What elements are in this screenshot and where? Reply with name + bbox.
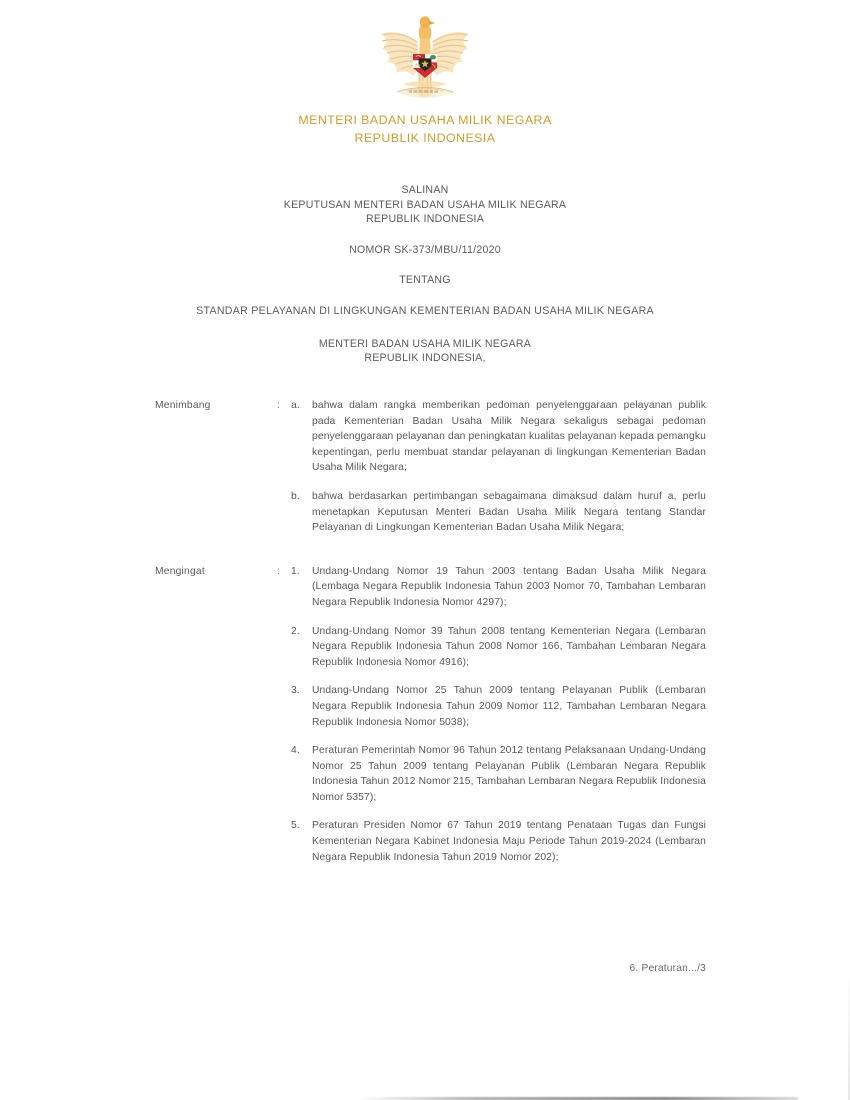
item-text: Undang-Undang Nomor 39 Tahun 2008 tentang Kementerian Negara (Lembaran Negara Republik Indonesia Tahun 2008 Nomor 166, Tambahan Lembaran Negara Republik Indonesia Nomor 4916); <box>312 625 706 668</box>
decree-subject: STANDAR PELAYANAN DI LINGKUNGAN KEMENTERIAN BADAN USAHA MILIK NEGARA <box>196 304 654 317</box>
decree-heading-line-1: KEPUTUSAN MENTERI BADAN USAHA MILIK NEGARA <box>283 198 567 211</box>
decree-heading-line-2: REPUBLIK INDONESIA <box>365 213 485 226</box>
mengingat-item-list <box>291 564 706 866</box>
tentang-label: TENTANG <box>399 274 451 287</box>
section-label-menimbang: Menimbang <box>155 400 211 411</box>
item-marker: 4. <box>291 745 300 757</box>
item-marker: b. <box>291 490 300 502</box>
ministry-gold-header <box>0 112 850 147</box>
list-item <box>291 624 706 671</box>
gold-header-line-1: MENTERI BADAN USAHA MILIK NEGARA <box>298 113 552 127</box>
clauses-container <box>0 398 850 865</box>
decree-title-block <box>0 183 850 366</box>
section-menimbang <box>0 398 850 536</box>
item-text: Peraturan Pemerintah Nomor 96 Tahun 2012 tentang Pelaksanaan Undang-Undang Nomor 25 Tahun 2009 tentang Pelayanan Publik (Lembaran Negara Republik Indonesia Tahun 2012 Nomor 215, Tambahan Lembaran Negara Republik Indonesia Nomor 5357); <box>312 745 706 803</box>
item-text: bahwa berdasarkan pertimbangan sebagaimana dimaksud dalam huruf a, perlu menetapkan Keputusan Menteri Badan Usaha Milik Negara tentang Standar Pelayanan di Lingkungan Kementerian Badan Usaha Milik Negara; <box>312 490 706 534</box>
menimbang-item-list <box>291 398 706 536</box>
item-text: Undang-Undang Nomor 25 Tahun 2009 tentang Pelayanan Publik (Lembaran Negara Republik Indonesia Tahun 2009 Nomor 112, Tambahan Lembaran Negara Republik Indonesia Nomor 5038); <box>312 685 706 728</box>
list-item <box>291 683 706 730</box>
signatory-line-1: MENTERI BADAN USAHA MILIK NEGARA <box>318 337 532 350</box>
list-item <box>291 743 706 805</box>
page-continuation-marker: 6. Peraturan.../3 <box>629 963 706 974</box>
item-marker: 3. <box>291 685 300 697</box>
list-item <box>291 564 706 611</box>
section-gap <box>0 536 850 564</box>
emblem-container <box>0 12 850 113</box>
item-marker: 2. <box>291 625 300 637</box>
item-marker: 1. <box>291 565 300 577</box>
gold-header-line-2: REPUBLIK INDONESIA <box>354 130 496 145</box>
section-label-mengingat: Mengingat <box>155 565 205 577</box>
item-text: Undang-Undang Nomor 19 Tahun 2003 tentang Badan Usaha Milik Negara (Lembaga Negara Republik Indonesia Tahun 2003 Nomor 70, Tambahan Lembaran Negara Republik Indonesia Nomor 4297); <box>312 565 706 608</box>
salinan-label: SALINAN <box>401 184 449 196</box>
garuda-pancasila-emblem <box>373 12 477 108</box>
item-marker: 5. <box>291 820 300 832</box>
section-colon-mengingat: : <box>277 565 280 577</box>
list-item <box>291 489 706 536</box>
item-text: bahwa dalam rangka memberikan pedoman penyelenggaraan pelayanan publik pada Kementerian Badan Usaha Milik Negara sekaligus sebagai pedoman penyelenggaraan pelayanan dan peningkatan kualitas pelayanan kepada pemangku kepentingan, perlu membuat standar pelayanan di lingkungan Kementerian Badan Usaha Milik Negara; <box>312 400 706 474</box>
section-mengingat <box>0 564 850 866</box>
list-item <box>291 818 706 865</box>
signatory-line-2: REPUBLIK INDONESIA, <box>364 352 486 365</box>
item-text: Peraturan Presiden Nomor 67 Tahun 2019 tentang Penataan Tugas dan Fungsi Kementerian Negara Kabinet Indonesia Maju Periode Tahun 2019-2024 (Lembaran Negara Republik Indonesia Tahun 2019 Nomor 202); <box>312 820 706 863</box>
list-item <box>291 398 706 476</box>
section-colon-menimbang: : <box>277 400 280 411</box>
decree-number: NOMOR SK-373/MBU/11/2020 <box>349 243 501 256</box>
item-marker: a. <box>291 400 300 411</box>
